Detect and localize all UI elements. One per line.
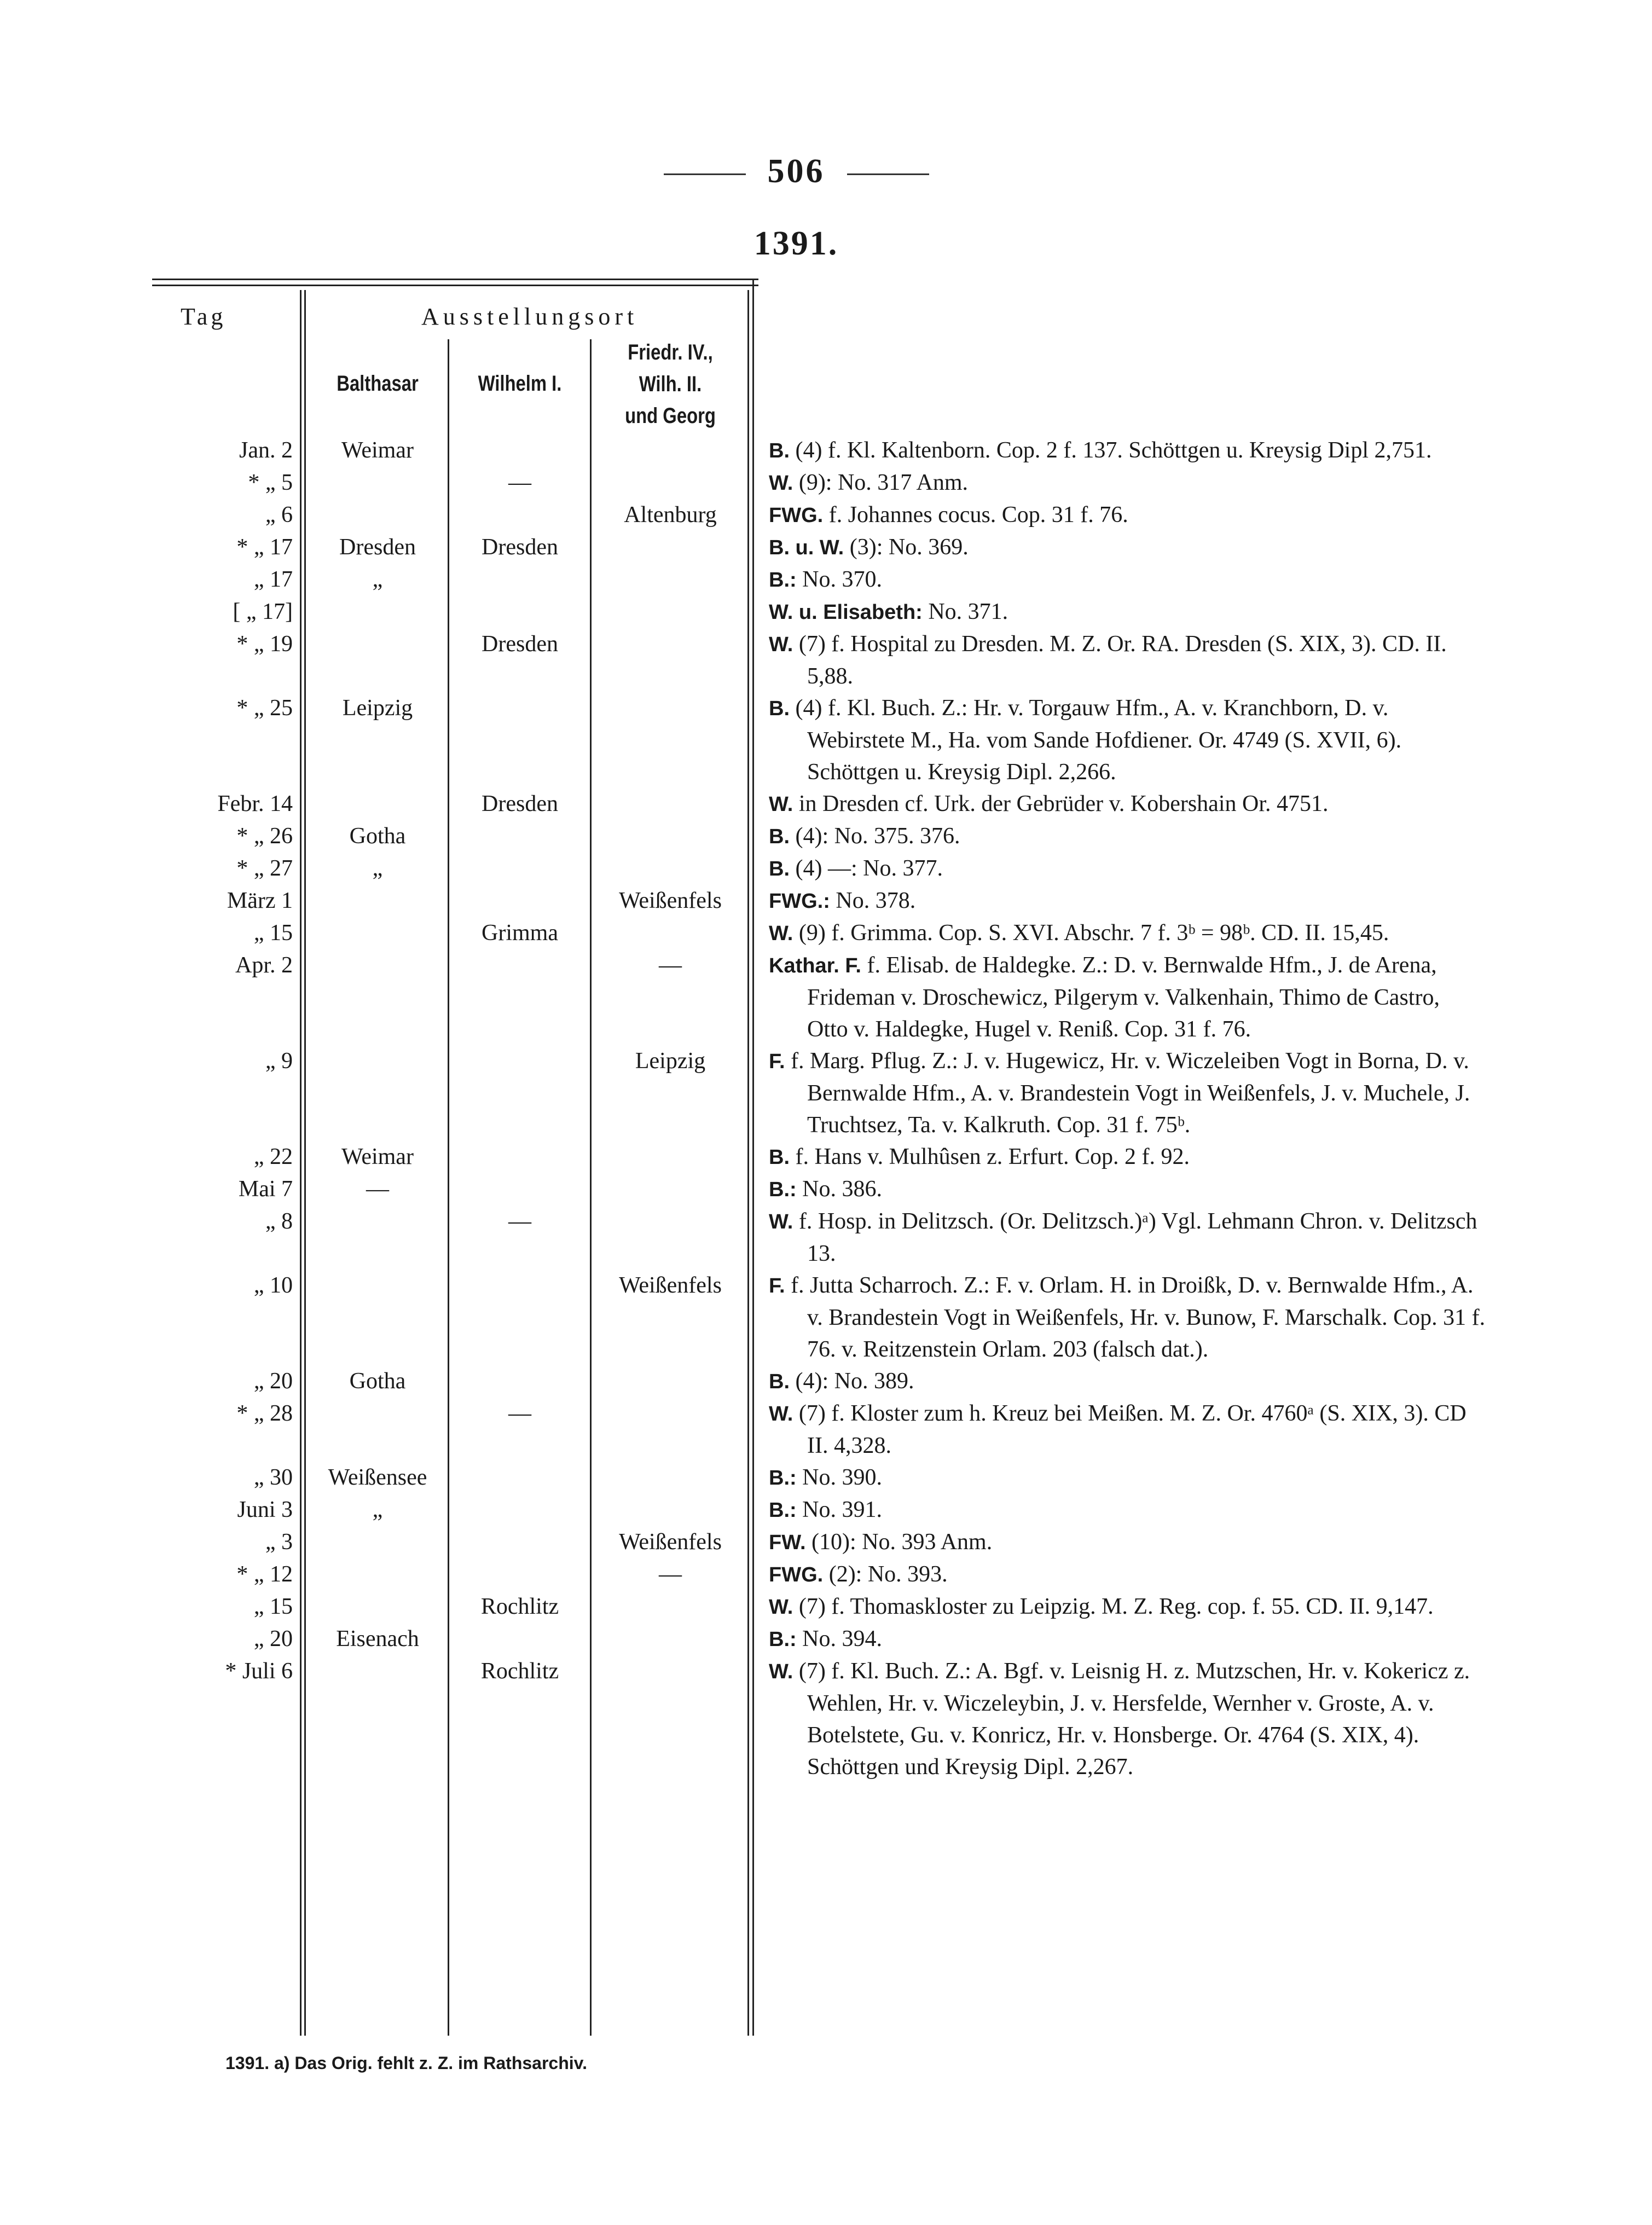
row-entry: [769, 1206, 1486, 1270]
row-balthasar: Weimar: [341, 438, 414, 463]
row-entry: [769, 1365, 1486, 1398]
row-day: Jan. 2: [239, 438, 293, 463]
row-day: Febr. 14: [217, 791, 293, 816]
row-friedr: Weißenfels: [619, 1273, 722, 1298]
row-entry: [769, 499, 1486, 531]
row-entry-text: (10): No. 393 Anm.: [805, 1529, 993, 1555]
page-number-line: [0, 152, 1592, 191]
table-row: [0, 564, 1652, 596]
row-entry: [769, 853, 1486, 885]
row-day: „ 17: [253, 567, 293, 592]
row-day: „ 30: [253, 1465, 293, 1490]
row-wilhelm: —: [508, 1401, 531, 1426]
table-row: [0, 1655, 1652, 1783]
row-day: „ 20: [253, 1626, 293, 1652]
header-ausstellungsort: Ausstellungsort: [421, 303, 639, 330]
row-entry-text: f. Marg. Pflug. Z.: J. v. Hugewicz, Hr. v. Wiczeleiben Vogt in Borna, D. v. Bernwalde Hfm., A. v. Brandestein Vogt in Weißenfels, J. v. Muchele, J. Truchtsez, Ta. v. Kalkruth. Cop. 31 f. 75ᵇ.: [785, 1048, 1470, 1138]
row-entry-text: (4): No. 389.: [790, 1369, 914, 1394]
row-day: „ 6: [265, 502, 293, 528]
table-row: [0, 1591, 1652, 1623]
row-entry-text: No. 371.: [922, 599, 1008, 624]
row-entry-issuer: B.:: [769, 1467, 797, 1490]
row-entry-issuer: W.: [769, 1596, 793, 1619]
row-entry-text: (4): No. 375. 376.: [790, 824, 960, 849]
row-entry-issuer: B.: [769, 1370, 790, 1393]
row-day: „ 20: [253, 1369, 293, 1394]
row-entry-text: (9) f. Grimma. Cop. S. XVI. Abschr. 7 f. 3ᵇ = 98ᵇ. CD. II. 15,45.: [793, 920, 1389, 946]
row-entry: [769, 1655, 1486, 1783]
row-entry-issuer: FW.: [769, 1531, 806, 1554]
row-entry: [769, 628, 1486, 692]
page-number: 506: [767, 153, 825, 190]
header-friedr-line-1: Friedr. IV.,: [628, 340, 713, 364]
row-entry-text: No. 378.: [830, 888, 916, 913]
row-entry-text: f. Jutta Scharroch. Z.: F. v. Orlam. H. in Droißk, D. v. Bernwalde Hfm., A. v. Brandestein Vogt in Weißenfels, Hr. v. Bunow, F. Marschalk. Cop. 31 f. 76. v. Reitzenstein Orlam. 203 (falsch dat.).: [785, 1273, 1486, 1362]
row-entry-issuer: FWG.:: [769, 890, 830, 913]
row-balthasar: „: [372, 567, 383, 592]
row-day: „ 22: [253, 1144, 293, 1169]
header-balthasar: Balthasar: [337, 372, 419, 396]
row-day: Apr. 2: [235, 953, 293, 978]
row-entry-text: (4) —: No. 377.: [790, 856, 943, 881]
table-row: [0, 531, 1652, 564]
row-balthasar: „: [372, 1497, 383, 1522]
table-row: [0, 467, 1652, 499]
row-entry-issuer: W.: [769, 633, 793, 656]
row-entry-issuer: W.: [769, 472, 793, 495]
row-entry: [769, 1623, 1486, 1655]
table-row: [0, 692, 1652, 788]
row-entry: [769, 1045, 1486, 1141]
row-entry-text: No. 370.: [796, 567, 882, 592]
row-day: * „ 5: [248, 470, 293, 495]
row-entry-issuer: FWG.: [769, 504, 824, 527]
row-entry-text: (9): No. 317 Anm.: [793, 470, 968, 495]
row-entry-text: (7) f. Kl. Buch. Z.: A. Bgf. v. Leisnig H. z. Mutzschen, Hr. v. Kokericz z. Wehlen, Hr. v. Wiczeleybin, J. v. Hersfelde, Wernher v. Groste, A. v. Botelstete, Gu. v. Konricz, Hr. v. Honsberge. Or. 4764 (S. XIX, 4). Schöttgen und Kreysig Dipl. 2,267.: [793, 1659, 1470, 1780]
row-entry-issuer: FWG.: [769, 1563, 824, 1586]
row-entry-issuer: B.: [769, 697, 790, 720]
row-entry-text: f. Hosp. in Delitzsch. (Or. Delitzsch.)ᵃ) Vgl. Lehmann Chron. v. Delitzsch 13.: [793, 1209, 1477, 1266]
row-day: Juni 3: [237, 1497, 293, 1522]
row-friedr: Altenburg: [624, 502, 717, 528]
row-day: „ 3: [265, 1529, 293, 1555]
row-entry-issuer: B.: [769, 439, 790, 462]
row-entry: [769, 788, 1486, 820]
table-row: [0, 499, 1652, 531]
row-entry-issuer: W.: [769, 1403, 793, 1426]
row-entry: [769, 531, 1486, 564]
row-entry-issuer: B.:: [769, 1499, 797, 1522]
row-entry-text: No. 391.: [796, 1497, 882, 1522]
row-wilhelm: Grimma: [482, 920, 558, 946]
table-row: [0, 885, 1652, 917]
row-day: „ 15: [253, 920, 293, 946]
table-row: [0, 1365, 1652, 1398]
row-entry: [769, 434, 1486, 467]
table-row: [0, 788, 1652, 820]
row-balthasar: Gotha: [349, 824, 406, 849]
row-day: * „ 12: [236, 1562, 293, 1587]
row-entry-issuer: B.:: [769, 1628, 797, 1651]
row-day: Mai 7: [238, 1177, 293, 1202]
row-entry-text: No. 386.: [796, 1177, 882, 1202]
row-wilhelm: Rochlitz: [480, 1594, 559, 1619]
row-day: März 1: [227, 888, 293, 913]
row-entry: [769, 1526, 1486, 1558]
row-entry: [769, 1558, 1486, 1591]
row-entry: [769, 1462, 1486, 1494]
row-wilhelm: Rochlitz: [480, 1659, 559, 1684]
row-wilhelm: Dresden: [482, 631, 558, 657]
row-entry-text: (7) f. Thomaskloster zu Leipzig. M. Z. Reg. cop. f. 55. CD. II. 9,147.: [793, 1594, 1434, 1619]
row-entry-text: (4) f. Kl. Buch. Z.: Hr. v. Torgauw Hfm., A. v. Kranchborn, D. v. Webirstete M., Ha. vom Sande Hofdiener. Or. 4749 (S. XVII, 6). Schöttgen u. Kreysig Dipl. 2,266.: [790, 696, 1402, 785]
row-balthasar: Leipzig: [342, 696, 413, 721]
row-entry-issuer: B. u. W.: [769, 536, 844, 559]
row-entry: [769, 1494, 1486, 1526]
table-row: [0, 820, 1652, 853]
row-day: * „ 25: [236, 696, 293, 721]
row-balthasar: Weißensee: [328, 1465, 427, 1490]
table-row: [0, 1206, 1652, 1270]
table-row: [0, 917, 1652, 949]
row-friedr: Weißenfels: [619, 888, 722, 913]
row-entry: [769, 1270, 1486, 1365]
table-top-rule: [152, 279, 758, 280]
row-entry: [769, 692, 1486, 788]
row-entry: [769, 917, 1486, 949]
row-balthasar: —: [366, 1177, 389, 1202]
row-entry-text: (4) f. Kl. Kaltenborn. Cop. 2 f. 137. Schöttgen u. Kreysig Dipl 2,751.: [790, 438, 1432, 463]
table-row: [0, 434, 1652, 467]
row-day: * „ 28: [236, 1401, 293, 1426]
row-entry-text: in Dresden cf. Urk. der Gebrüder v. Kobershain Or. 4751.: [793, 791, 1329, 816]
table-row: [0, 1462, 1652, 1494]
row-entry-issuer: B.:: [769, 569, 797, 592]
row-entry: [769, 596, 1486, 628]
table-row: [0, 1526, 1652, 1558]
row-entry-issuer: W.: [769, 1660, 793, 1683]
table-row: [0, 1141, 1652, 1173]
table-row: [0, 1623, 1652, 1655]
row-entry-text: No. 394.: [796, 1626, 882, 1652]
table-row: [0, 1558, 1652, 1591]
row-entry: [769, 1591, 1486, 1623]
row-day: „ 9: [265, 1048, 293, 1074]
table-row: [0, 1398, 1652, 1462]
table-row: [0, 949, 1652, 1045]
row-friedr: —: [659, 953, 682, 978]
footnote: 1391. a) Das Orig. fehlt z. Z. im Rathsarchiv.: [225, 2053, 587, 2073]
table-row: [0, 1270, 1652, 1365]
row-day: „ 8: [265, 1209, 293, 1234]
row-day: „ 10: [253, 1273, 293, 1298]
row-entry-text: f. Hans v. Mulhûsen z. Erfurt. Cop. 2 f. 92.: [790, 1144, 1190, 1169]
header-wilhelm: Wilhelm I.: [478, 372, 562, 396]
row-entry-issuer: B.: [769, 825, 790, 848]
row-entry-text: f. Johannes cocus. Cop. 31 f. 76.: [823, 502, 1128, 528]
header-tag: Tag: [181, 303, 227, 330]
register-table: [0, 434, 1652, 1783]
row-day: * „ 17: [236, 535, 293, 560]
row-entry-issuer: B.: [769, 1146, 790, 1169]
row-entry-issuer: F.: [769, 1274, 785, 1297]
row-day: [ „ 17]: [233, 599, 293, 624]
row-entry: [769, 949, 1486, 1045]
header-friedr: [607, 337, 733, 432]
table-row: [0, 1173, 1652, 1206]
row-entry: [769, 820, 1486, 853]
row-balthasar: Dresden: [339, 535, 416, 560]
row-day: * Juli 6: [225, 1659, 293, 1684]
row-entry-issuer: F.: [769, 1050, 785, 1073]
year-heading: 1391.: [753, 225, 839, 262]
table-row: [0, 853, 1652, 885]
row-entry-issuer: B.:: [769, 1178, 797, 1201]
row-entry-text: (7) f. Kloster zum h. Kreuz bei Meißen. M. Z. Or. 4760ᵃ (S. XIX, 3). CD II. 4,328.: [793, 1401, 1466, 1458]
row-entry: [769, 1398, 1486, 1462]
row-wilhelm: Dresden: [482, 791, 558, 816]
row-balthasar: „: [372, 856, 383, 881]
page-number-dash-right: [847, 173, 929, 175]
row-entry-text: (7) f. Hospital zu Dresden. M. Z. Or. RA. Dresden (S. XIX, 3). CD. II. 5,88.: [793, 631, 1447, 689]
table-row: [0, 1045, 1652, 1141]
header-friedr-line-2: Wilh. II.: [639, 372, 702, 396]
row-balthasar: Eisenach: [336, 1626, 419, 1652]
row-entry-issuer: B.: [769, 857, 790, 880]
row-entry-text: (3): No. 369.: [844, 535, 969, 560]
row-friedr: Leipzig: [635, 1048, 706, 1074]
row-entry-issuer: W. u. Elisabeth:: [769, 601, 923, 624]
table-row: [0, 628, 1652, 692]
row-entry: [769, 564, 1486, 596]
row-day: * „ 26: [236, 824, 293, 849]
row-wilhelm: —: [508, 470, 531, 495]
page-number-dash-left: [664, 173, 746, 175]
row-day: * „ 27: [236, 856, 293, 881]
row-entry-issuer: Kathar. F.: [769, 954, 861, 977]
table-row: [0, 596, 1652, 628]
row-friedr: Weißenfels: [619, 1529, 722, 1555]
row-entry: [769, 1173, 1486, 1206]
row-entry: [769, 1141, 1486, 1173]
row-entry-text: f. Elisab. de Haldegke. Z.: D. v. Bernwalde Hfm., J. de Arena, Frideman v. Droschewicz, Pilgerym v. Valkenhain, Thimo de Castro, Otto v. Haldegke, Hugel v. Renіß. Cop. 31 f. 76.: [807, 953, 1440, 1042]
table-row: [0, 1494, 1652, 1526]
row-entry-issuer: W.: [769, 793, 793, 816]
row-balthasar: Gotha: [349, 1369, 406, 1394]
row-friedr: —: [659, 1562, 682, 1587]
header-friedr-line-3: und Georg: [625, 404, 716, 428]
table-top-rule-2: [152, 285, 758, 286]
row-entry-issuer: W.: [769, 922, 793, 945]
row-day: „ 15: [253, 1594, 293, 1619]
row-entry: [769, 885, 1486, 917]
row-entry-issuer: W.: [769, 1210, 793, 1233]
row-balthasar: Weimar: [341, 1144, 414, 1169]
row-entry-text: No. 390.: [796, 1465, 882, 1490]
row-wilhelm: Dresden: [482, 535, 558, 560]
row-entry-text: (2): No. 393.: [823, 1562, 948, 1587]
row-entry: [769, 467, 1486, 499]
row-wilhelm: —: [508, 1209, 531, 1234]
row-day: * „ 19: [236, 631, 293, 657]
